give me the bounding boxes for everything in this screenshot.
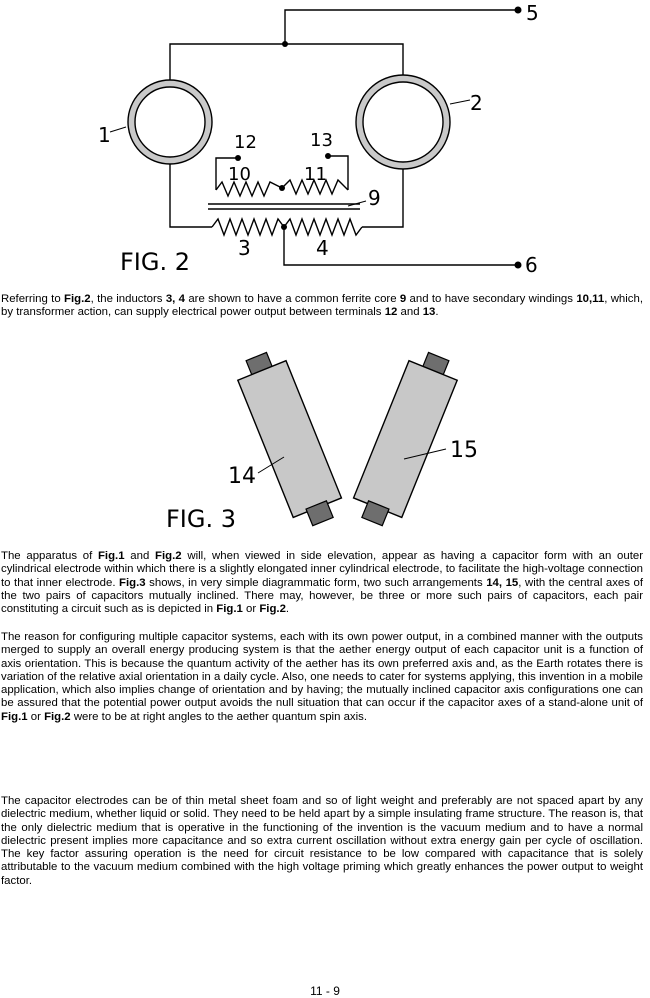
paragraph-2: The apparatus of Fig.1 and Fig.2 will, when viewed in side elevation, appear as having a capacitor form with an outer cylindrical electrode within which there is a slightly elongated inner cylindrical electrode, to facilitate the high-voltage connection to that inner electrode. Fig.3 shows, in very simple diagrammatic form, two such arrangements 14, 15, with the central axes of the two pairs of capacitors mutually inclined. There may, however, be three or more such pairs of capacitors, each pair constituting a circuit such as is depicted in Fig.1 or Fig.2. xyxy=(1,550,644,616)
junction-top xyxy=(282,41,288,47)
bold-reference: Fig.2 xyxy=(64,293,91,305)
paragraph-4: The capacitor electrodes can be of thin metal sheet foam and so of light weight and preferably are not spaced apart by any dielectric medium, whether liquid or solid. They need to be held apart by a simple insulating frame structure. The reason is, that the only dielectric medium that is operative in the functioning of the invention is the vacuum medium and to have a normal dielectric present implies more capacitance and so extra current oscillation without extra energy gain per cycle of oscillation. The key factor assuring operation is the need for circuit resistance to be low compared with capacitance that is solely attributable to the vacuum medium combined with the high voltage priming which greatly enhances the power output to weight factor. xyxy=(1,795,643,887)
fig2-circuit-diagram xyxy=(0,0,650,280)
bold-reference: Fig.2 xyxy=(259,603,286,616)
bold-reference: 13 xyxy=(422,306,436,319)
label-11: 11 xyxy=(304,164,327,185)
bold-reference: 10,11 xyxy=(576,293,605,305)
label-6: 6 xyxy=(525,253,538,277)
inductor-1 xyxy=(128,80,212,164)
label-12: 12 xyxy=(234,132,257,153)
bold-reference: 14, 15 xyxy=(486,576,519,589)
label-13: 13 xyxy=(310,130,333,151)
capacitor-14 xyxy=(232,347,347,532)
wire-to-terminal-5 xyxy=(285,10,518,44)
inductor-4 xyxy=(284,219,362,235)
junction-secondary xyxy=(279,185,285,191)
inductor-3 xyxy=(212,219,284,235)
label-9: 9 xyxy=(368,186,381,210)
bold-reference: Fig.1 xyxy=(97,550,125,562)
fig2-caption: FIG. 2 xyxy=(120,248,191,276)
wire-secondary-right xyxy=(328,156,348,190)
terminal-5 xyxy=(515,7,522,14)
wire-left xyxy=(170,160,212,227)
label-3: 3 xyxy=(238,236,251,260)
fig3-capacitor-arrangement xyxy=(0,345,650,540)
bold-reference: Fig.1 xyxy=(1,710,28,723)
label-1: 1 xyxy=(98,123,111,147)
page-number: 11 - 9 xyxy=(310,984,340,998)
bold-reference: Fig.3 xyxy=(119,576,146,589)
terminal-13 xyxy=(325,153,331,159)
bold-reference: 12 xyxy=(384,306,398,319)
bold-reference: 9 xyxy=(399,293,407,305)
terminal-12 xyxy=(235,155,241,161)
label-4: 4 xyxy=(316,236,329,260)
label-15: 15 xyxy=(450,438,478,463)
inductor-2 xyxy=(356,75,450,169)
capacitor-15 xyxy=(348,347,463,532)
fig3-caption: FIG. 3 xyxy=(166,505,237,533)
junction-centre-tap xyxy=(281,224,287,230)
wire-top xyxy=(170,44,403,84)
bold-reference: 3, 4 xyxy=(165,293,185,305)
bold-reference: Fig.1 xyxy=(216,603,243,616)
terminal-6 xyxy=(515,262,522,269)
label-10: 10 xyxy=(228,164,251,185)
bold-reference: Fig.2 xyxy=(155,550,182,562)
label-2: 2 xyxy=(470,91,483,115)
paragraph-1: Referring to Fig.2, the inductors 3, 4 are shown to have a common ferrite core 9 and to have secondary windings 10,11, which, by transformer action, can supply electrical power output between terminals 12 and 13. xyxy=(1,293,643,319)
paragraph-3: The reason for configuring multiple capacitor systems, each with its own power output, in a combined manner with the outputs merged to supply an overall energy producing system is that the aether energy output of each capacitor unit is a function of axis orientation. This is because the quantum activity of the aether has its own preferred axis and, as the Earth rotates there is variation of the relative axial orientation in a daily cycle. Also, one needs to cater for systems applying, this invention in a mobile application, which also implies change of orientation and by having; the mutually inclined capacitor axis configurations one can be assured that the potential power output avoids the null situation that can occur if the capacitor axes of a stand-alone unit of Fig.1 or Fig.2 were to be at right angles to the aether quantum spin axis. xyxy=(1,631,643,723)
label-14: 14 xyxy=(228,464,256,489)
label-5: 5 xyxy=(526,1,539,25)
bold-reference: Fig.2 xyxy=(44,710,71,723)
